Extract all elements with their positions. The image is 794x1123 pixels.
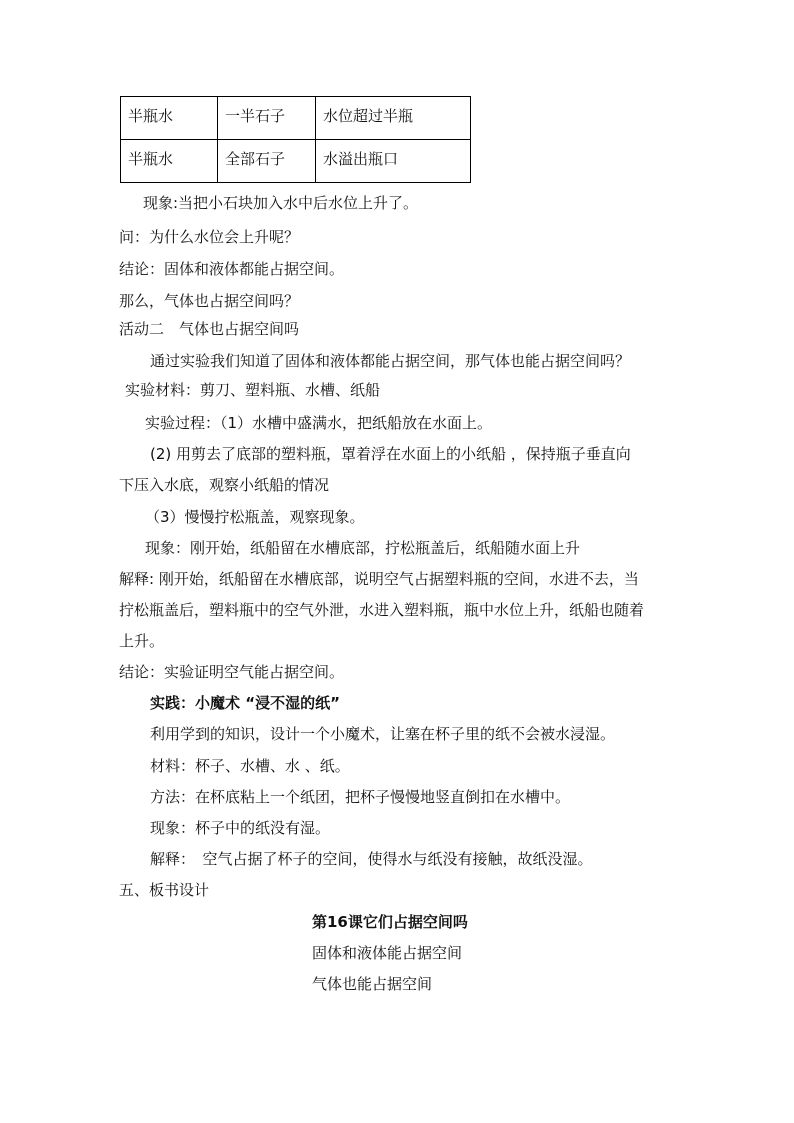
practice-heading: 实践：小魔术 “浸不湿的纸” <box>150 694 340 712</box>
paragraph-gas-question: 那么，气体也占据空间吗？ <box>119 292 300 310</box>
paragraph-process-1: 实验过程：（1）水槽中盛满水，把纸船放在水面上。 <box>145 414 493 432</box>
paragraph-conclusion-2: 结论：实验证明空气能占据空间。 <box>119 663 345 681</box>
table-cell: 全部石子 <box>218 140 316 183</box>
paragraph-question: 问：为什么水位会上升呢？ <box>119 228 300 246</box>
paragraph-practice-explanation: 解释： 空气占据了杯子的空间，使得水与纸没有接触，故纸没湿。 <box>150 850 593 868</box>
board-line-2: 气体也能占据空间 <box>312 975 433 993</box>
board-line-1: 固体和液体能占据空间 <box>312 944 463 962</box>
table-row <box>121 140 471 183</box>
paragraph-phenomenon-2: 现象：刚开始，纸船留在水槽底部，拧松瓶盖后，纸船随水面上升 <box>145 539 581 557</box>
table-cell: 一半石子 <box>218 97 316 140</box>
table-cell: 半瓶水 <box>121 97 218 140</box>
table-cell: 水位超过半瓶 <box>316 97 471 140</box>
paragraph-process-3: （3）慢慢拧松瓶盖，观察现象。 <box>145 508 365 526</box>
table-cell: 水溢出瓶口 <box>316 140 471 183</box>
table-cell: 半瓶水 <box>121 140 218 183</box>
table-row <box>121 97 471 140</box>
paragraph-practice-intro: 利用学到的知识，设计一个小魔术，让塞在杯子里的纸不会被水浸湿。 <box>150 725 616 743</box>
paragraph-intro: 通过实验我们知道了固体和液体都能占据空间，那气体也能占据空间吗？ <box>150 352 631 370</box>
paragraph-practice-phenomenon: 现象：杯子中的纸没有湿。 <box>150 819 331 837</box>
paragraph-materials: 实验材料：剪刀、塑料瓶、水槽、纸船 <box>125 381 381 399</box>
paragraph-explanation-1c: 上升。 <box>119 632 165 650</box>
experiment-table <box>120 96 471 183</box>
paragraph-conclusion-1: 结论：固体和液体都能占据空间。 <box>119 260 345 278</box>
paragraph-phenomenon-1: 现象:当把小石块加入水中后水位上升了。 <box>143 194 419 212</box>
section-five-heading: 五、板书设计 <box>119 881 210 899</box>
board-title: 第16课它们占据空间吗 <box>312 913 468 931</box>
paragraph-process-2b: 下压入水底，观察小纸船的情况 <box>119 476 330 494</box>
paragraph-practice-materials: 材料：杯子、水槽、水 、纸。 <box>150 757 350 775</box>
activity-two-heading: 活动二 气体也占据空间吗 <box>119 320 300 338</box>
paragraph-practice-method: 方法：在杯底粘上一个纸团，把杯子慢慢地竖直倒扣在水槽中。 <box>150 788 571 806</box>
paragraph-explanation-1b: 拧松瓶盖后，塑料瓶中的空气外泄，水进入塑料瓶，瓶中水位上升，纸船也随着 <box>119 601 645 619</box>
paragraph-explanation-1a: 解释: 刚开始，纸船留在水槽底部，说明空气占据塑料瓶的空间，水进不去，当 <box>119 570 639 588</box>
paragraph-process-2a: (2) 用剪去了底部的塑料瓶，罩着浮在水面上的小纸船 ，保持瓶子垂直向 <box>150 445 631 463</box>
